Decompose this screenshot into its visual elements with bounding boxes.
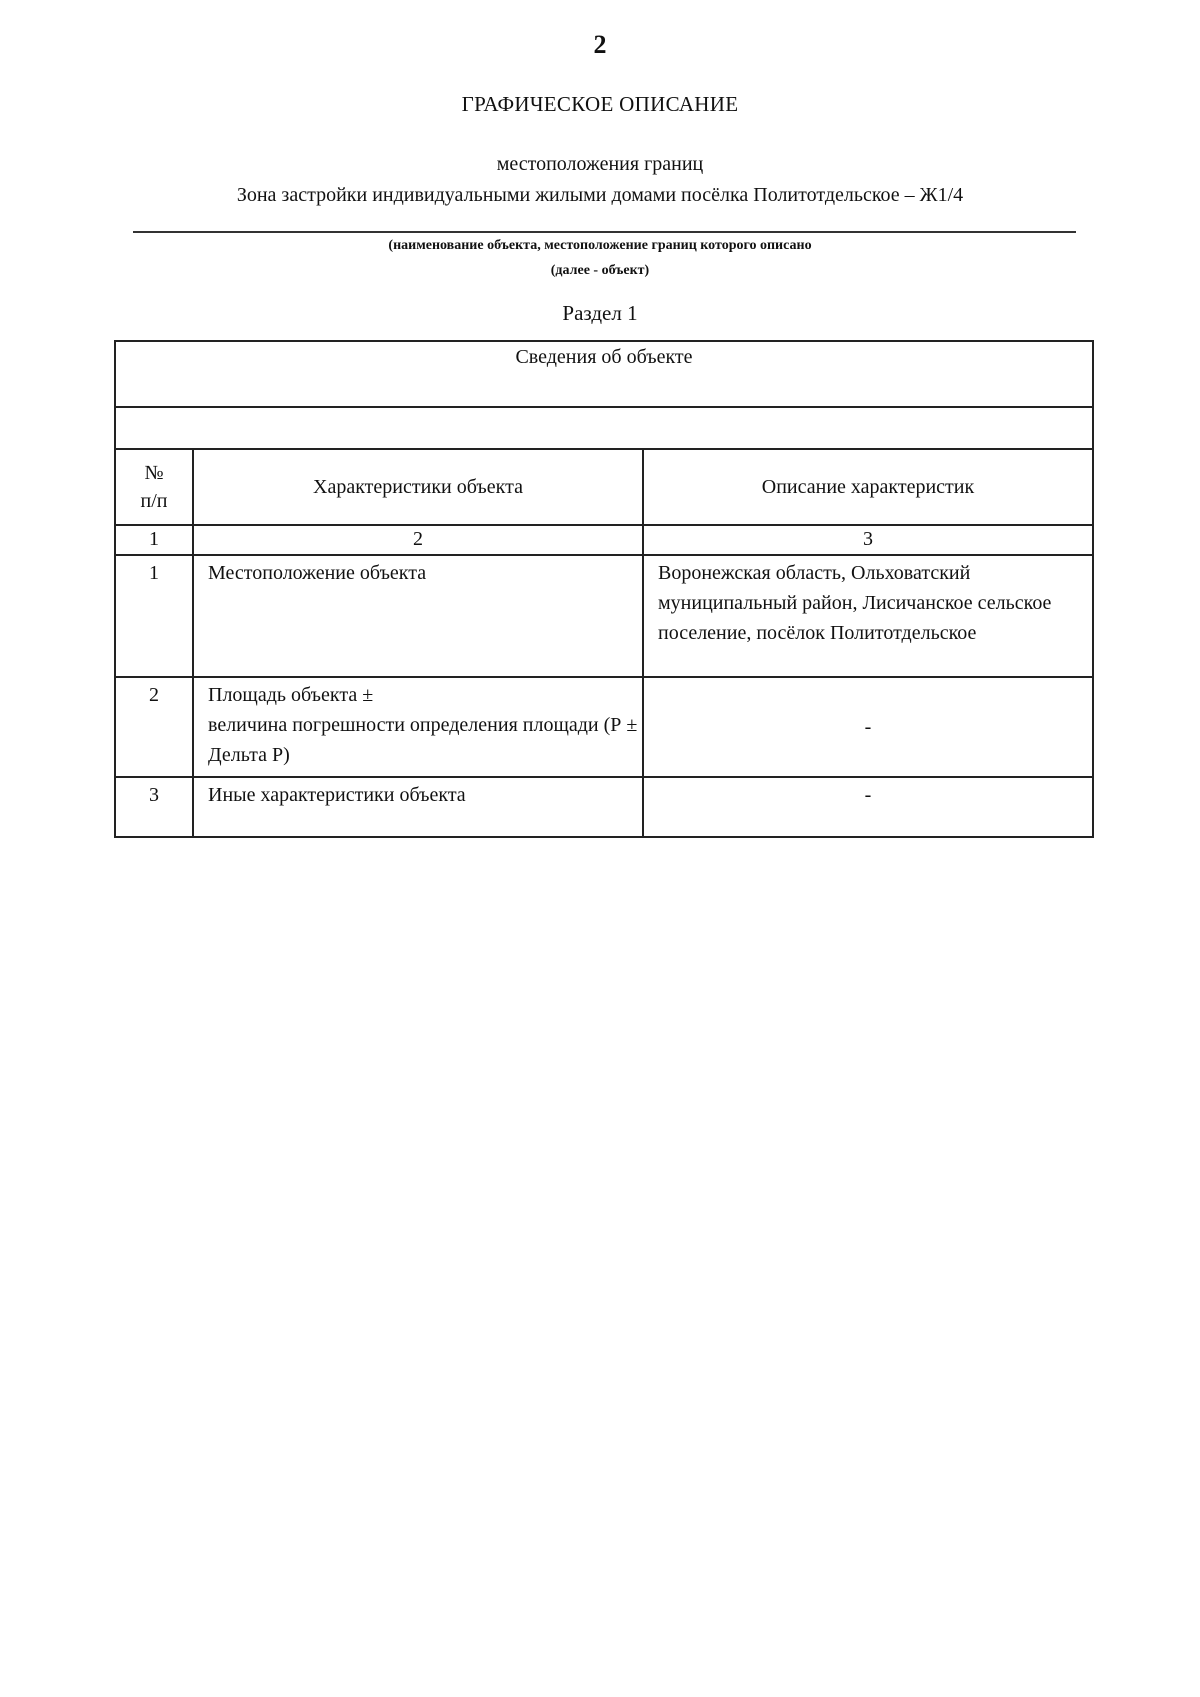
underline-rule (133, 231, 1076, 233)
column-header-characteristic: Характеристики объекта (193, 449, 643, 525)
row-number: 2 (115, 677, 193, 777)
column-number: 2 (193, 525, 643, 555)
row-description: Воронежская область, Ольховатский муниципальный район, Лисичанское сельское поселение, посёлок Политотдельское (643, 555, 1093, 677)
column-header-number: № п/п (115, 449, 193, 525)
table-row (115, 555, 1093, 677)
table-blank-row (115, 407, 1093, 449)
table-row (115, 777, 1093, 837)
column-number: 1 (115, 525, 193, 555)
row-number: 1 (115, 555, 193, 677)
table-row (115, 677, 1093, 777)
column-header-description: Описание характеристик (643, 449, 1093, 525)
page-number: 2 (593, 30, 607, 59)
caption-line-2: (далее - объект) (550, 263, 650, 278)
subtitle-line-2: Зона застройки индивидуальными жилыми домами посёлка Политотдельское – Ж1/4 (236, 184, 964, 206)
row-description: - (643, 777, 1093, 837)
subtitle-line-1: местоположения границ (496, 153, 704, 175)
row-characteristic: Местоположение объекта (193, 555, 643, 677)
row-characteristic: Площадь объекта ± величина погрешности определения площади (Р ± Дельта Р) (193, 677, 643, 777)
document-title: ГРАФИЧЕСКОЕ ОПИСАНИЕ (461, 92, 739, 116)
row-characteristic: Иные характеристики объекта (193, 777, 643, 837)
table-heading: Сведения об объекте (115, 341, 1093, 407)
section-label: Раздел 1 (562, 301, 638, 325)
table-heading-row (115, 341, 1093, 407)
object-info-table (114, 340, 1094, 838)
column-number: 3 (643, 525, 1093, 555)
row-description: - (643, 677, 1093, 777)
caption-line-1: (наименование объекта, местоположение границ которого описано (388, 238, 812, 253)
row-number: 3 (115, 777, 193, 837)
column-number-row (115, 525, 1093, 555)
column-header-row (115, 449, 1093, 525)
blank-cell (115, 407, 1093, 449)
